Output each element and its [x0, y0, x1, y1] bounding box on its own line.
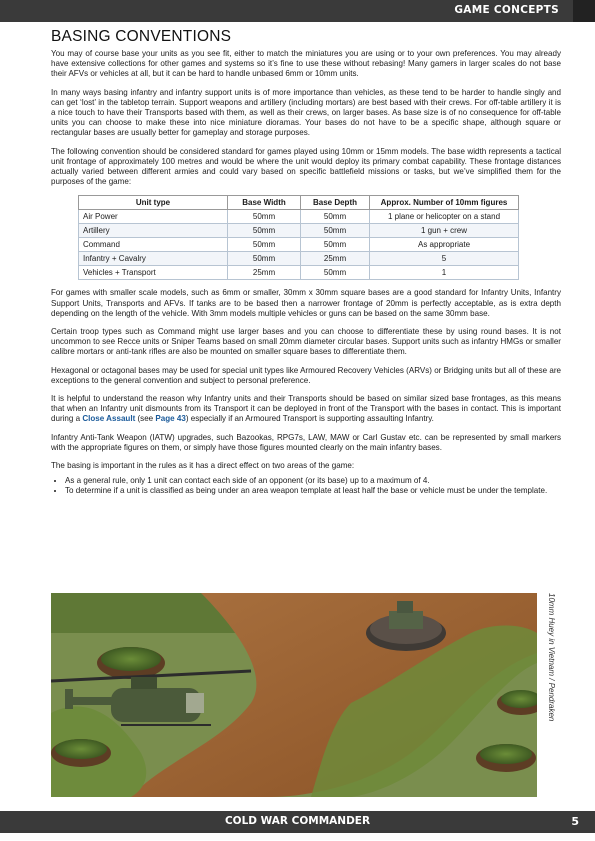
table-row [79, 210, 519, 224]
column-header: Base Depth [301, 196, 370, 210]
table-cell: Command [79, 238, 228, 252]
header-tab [573, 0, 595, 22]
paragraph: The basing is important in the rules as it has a direct effect on two areas of the game: [51, 461, 355, 471]
table-cell: 1 plane or helicopter on a stand [370, 210, 519, 224]
list-item: • As a general rule, only 1 unit can contact each side of an opponent (or its base) up to a maximum of 4. [65, 476, 561, 486]
paragraph: You may of course base your units as you see fit, either to match the miniatures you are using or to your own preferences. You may already have extensive collections for other games and systems so it’s fine to use these without rebasing! Many gamers in larger scales do not base their AFVs or vehicles at all, but it can be hard to handle unbased 6mm or 10mm units. [51, 49, 561, 79]
page-footer-bar [0, 811, 595, 833]
paragraph-text: ) especially if an Armoured Transport is supporting assaulting Infantry. [185, 414, 434, 424]
table-cell: 1 [370, 266, 519, 280]
table-row [79, 266, 519, 280]
table-cell: Vehicles + Transport [79, 266, 228, 280]
column-header: Unit type [79, 196, 228, 210]
bullet-list [51, 476, 561, 496]
table-cell: 50mm [301, 266, 370, 280]
paragraph: Hexagonal or octagonal bases may be used for special unit types like Armoured Recovery Vehicles (ARVs) or Bridging units but all of these are exceptions to the general convention and subject to personal preference. [51, 365, 561, 385]
table-cell: 50mm [228, 252, 301, 266]
paragraph: Certain troop types such as Command might use larger bases and you can choose to differentiate these by using round bases. It is not uncommon to see Recce units or Sniper Teams based on small 20mm diameter circular bases. Support units such as infantry HMGs or smaller calibre mortars or anti-tank rifles are also be mounted on smaller square bases to differentiate them. [51, 327, 561, 357]
page-title: BASING CONVENTIONS [51, 28, 232, 45]
table-cell: 50mm [301, 210, 370, 224]
table-cell: 5 [370, 252, 519, 266]
table-header-row [79, 196, 519, 210]
table-cell: 50mm [228, 224, 301, 238]
column-header: Base Width [228, 196, 301, 210]
table-row [79, 252, 519, 266]
table-cell: 50mm [228, 210, 301, 224]
table-cell: 25mm [228, 266, 301, 280]
book-title: COLD WAR COMMANDER [224, 815, 371, 827]
page-43-link[interactable]: Page 43 [155, 414, 186, 424]
paragraph [51, 394, 561, 425]
page-header-bar [0, 0, 595, 22]
section-header-label: GAME CONCEPTS [454, 4, 559, 16]
basing-table [78, 195, 519, 280]
table-cell: Infantry + Cavalry [79, 252, 228, 266]
photo-illustration [51, 593, 537, 797]
table-cell: Artillery [79, 224, 228, 238]
page-content [51, 28, 561, 497]
table-cell: Air Power [79, 210, 228, 224]
list-item: • To determine if a unit is classified as being under an area weapon template at least half the base or vehicle must be under the template. [65, 486, 561, 496]
table-cell: 25mm [301, 252, 370, 266]
table-cell: 1 gun + crew [370, 224, 519, 238]
table-cell: 50mm [228, 238, 301, 252]
table-row [79, 238, 519, 252]
table-cell: 50mm [301, 238, 370, 252]
page-number: 5 [571, 815, 579, 828]
table-cell: 50mm [301, 224, 370, 238]
caption-text: 10mm Huey in Vietnam / Pendraken [547, 593, 556, 722]
tabletop-photo [51, 593, 537, 797]
paragraph: Infantry Anti-Tank Weapon (IATW) upgrades, such Bazookas, RPG7s, LAW, MAW or Carl Gustav etc. can be represented by small markers with the appropriate figures on them, or simply have those figures mounted clearly on the main infantry bases. [51, 432, 561, 452]
table-row [79, 224, 519, 238]
paragraph-text: (see [135, 414, 156, 424]
close-assault-link[interactable]: Close Assault [82, 414, 136, 424]
column-header: Approx. Number of 10mm figures [370, 196, 519, 210]
photo-caption [543, 593, 557, 797]
paragraph: In many ways basing infantry and infantry support units is of more importance than vehicles, as these tend to be harder to handle singly and can get ‘lost’ in the tabletop terrain. Support weapons and artillery (including mortars) are best based with their crews. For off-table artillery it is a nice touch to have their Transports based with them, as well as their crews, on larger bases. As base size is of no consequence for off-table units you can choose to make these into nice miniature dioramas. Your bases do not have to be a specific shape, although square or rectangular bases are usually better for gameplay and storage purposes. [51, 87, 561, 138]
paragraph-text: It is helpful to understand the reason why Infantry units and their Transports should be based on similar sized base frontages, as this means that when an Infantry unit dismounts from its Transport it can be deployed in front of the Transport with the bases in contact. This is important during a [51, 394, 561, 424]
paragraph: For games with smaller scale models, such as 6mm or smaller, 30mm x 30mm square bases are a good standard for Infantry Units, Infantry Support Units, Transports and AFVs. If tanks are to be based then a narrower frontage of 20mm is perfectly acceptable, as is extra depth depending on the length of the vehicle. With 3mm models multiple vehicles or guns can be based on the same 30mm base. [51, 288, 561, 318]
paragraph: The following convention should be considered standard for games played using 10mm or 15mm models. The base width represents a tactical unit frontage of approximately 100 metres and would be where the unit would deploy its primary combat capability. These frontage distances actually varied between different armies and could vary based on specific battlefield missions or tasks, but we’ve simplified them for the purposes of the game: [51, 146, 561, 187]
table-cell: As appropriate [370, 238, 519, 252]
